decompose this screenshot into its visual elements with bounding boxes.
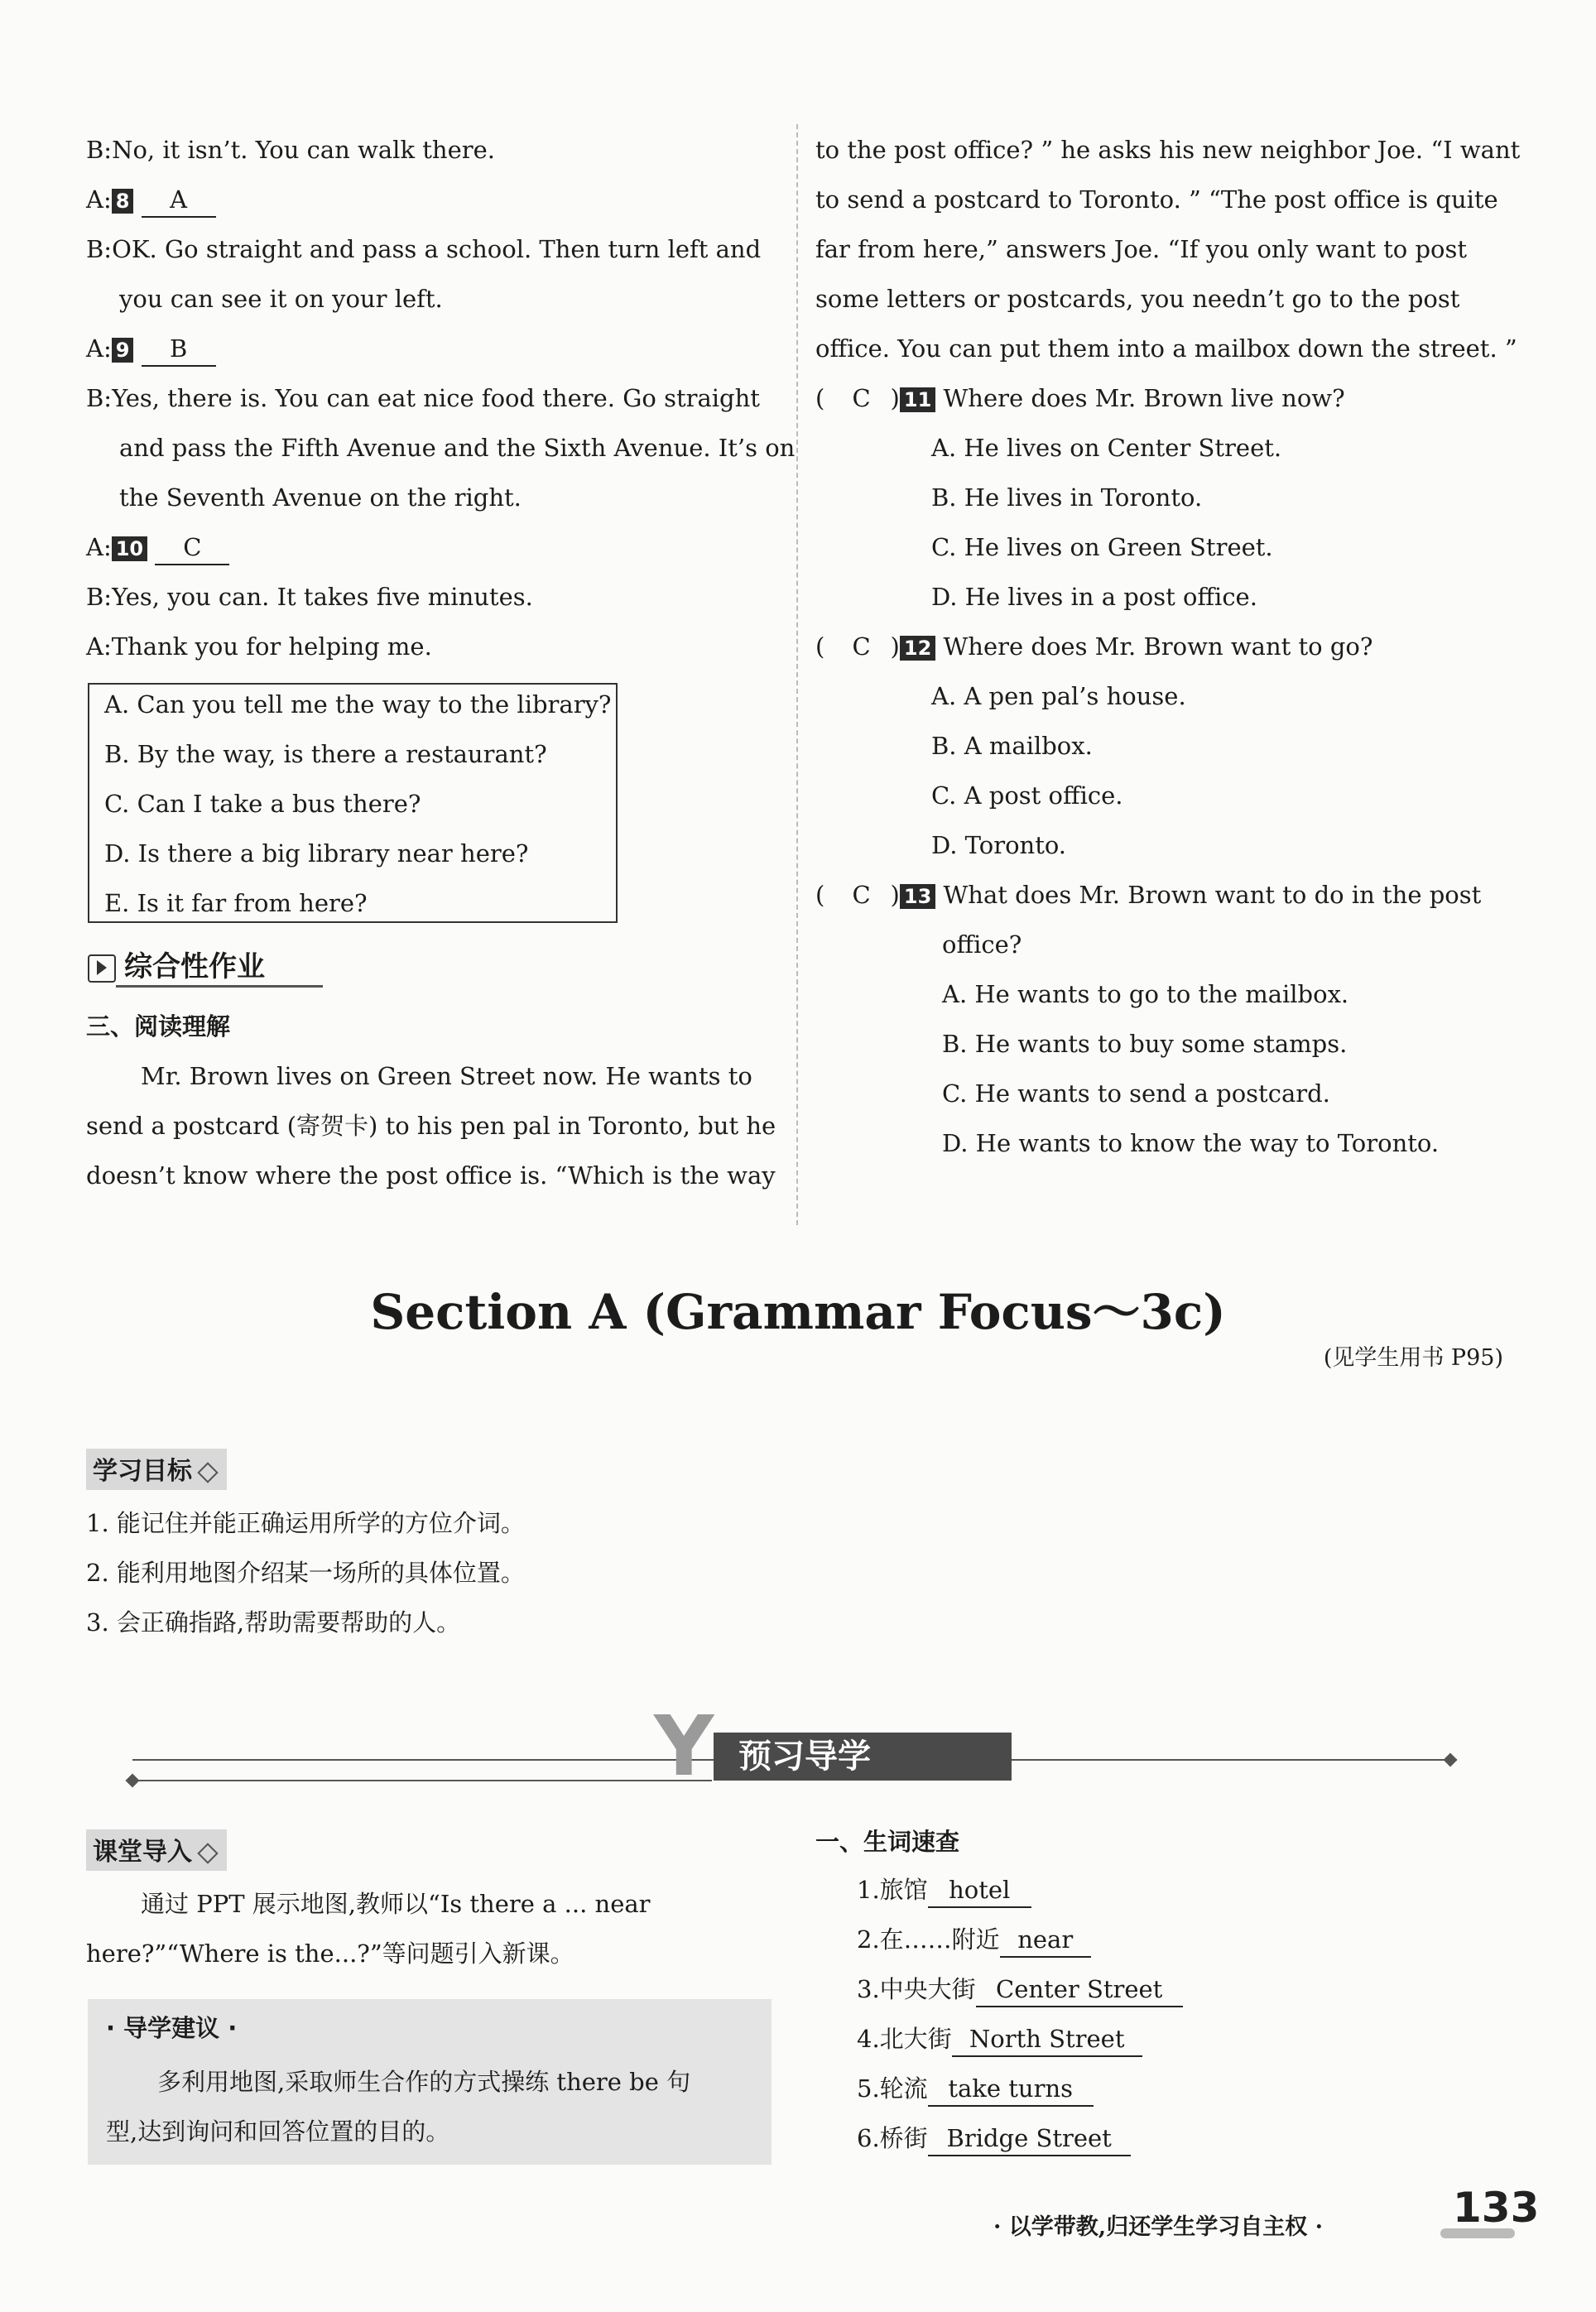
section-title: Section A (Grammar Focus～3c) <box>370 1284 1226 1340</box>
suggestion-line: 型,达到询问和回答位置的目的。 <box>106 2117 450 2146</box>
dialogue-line: the Seventh Avenue on the right. <box>119 483 522 512</box>
question-option: A. He lives on Center Street. <box>931 434 1282 462</box>
passage-line: office. You can put them into a mailbox down the street. ” <box>815 334 1517 363</box>
dialogue-line: A: 10 C <box>86 531 229 565</box>
question-number: 12 <box>900 636 935 661</box>
dialogue-line: B:OK. Go straight and pass a school. Then turn left and <box>86 235 762 263</box>
suggestion-line: 多利用地图,采取师生合作的方式操练 there be 句 <box>157 2068 691 2096</box>
dialogue-line: you can see it on your left. <box>119 285 443 313</box>
vocab-item: 1.旅馆 hotel <box>857 1873 1031 1908</box>
option-item: E. Is it far from here? <box>104 889 368 917</box>
answer-blank: B <box>142 332 216 367</box>
page-number: 133 <box>1453 2184 1540 2232</box>
column-divider <box>796 124 798 1225</box>
question-option: D. He wants to know the way to Toronto. <box>942 1129 1440 1157</box>
diamond-icon <box>197 1462 218 1483</box>
question-option: B. He lives in Toronto. <box>931 483 1203 512</box>
homework-heading: 综合性作业 <box>88 944 265 984</box>
vocab-heading: 一、生词速查 <box>815 1828 960 1856</box>
dialogue-line: B:Yes, you can. It takes five minutes. <box>86 583 533 611</box>
goal-item: 1. 能记住并能正确运用所学的方位介词。 <box>86 1509 525 1537</box>
preview-rule <box>132 1780 712 1781</box>
question-option: D. Toronto. <box>931 831 1067 859</box>
diamond-icon <box>197 1843 218 1863</box>
passage-line: to send a postcard to Toronto. ” “The post office is quite <box>815 185 1498 214</box>
option-item: A. Can you tell me the way to the library? <box>104 690 612 719</box>
question-option: A. He wants to go to the mailbox. <box>942 980 1349 1008</box>
question-stem-cont: office? <box>942 930 1022 959</box>
question-number: 10 <box>112 536 147 561</box>
question-option: C. He lives on Green Street. <box>931 533 1273 561</box>
question-number: 9 <box>112 338 134 363</box>
intro-tag: 课堂导入 <box>86 1829 227 1871</box>
vocab-item: 4.北大街 North Street <box>857 2022 1142 2057</box>
intro-line: here?”“Where is the...?”等问题引入新课。 <box>86 1939 574 1968</box>
vocab-item: 2.在……附近 near <box>857 1923 1091 1958</box>
dialogue-line: B:Yes, there is. You can eat nice food there. Go straight <box>86 384 760 412</box>
question-number: 13 <box>900 884 935 909</box>
passage-line: doesn’t know where the post office is. “Which is the way <box>86 1161 776 1190</box>
question-stem: ( C ) 12 Where does Mr. Brown want to go? <box>815 630 1372 663</box>
suggestion-tag: · 导学建议 · <box>106 2014 238 2042</box>
passage-line: send a postcard (寄贺卡) to his pen pal in Toronto, but he <box>86 1112 776 1140</box>
answer-blank: C <box>155 531 229 565</box>
goal-item: 3. 会正确指路,帮助需要帮助的人。 <box>86 1608 461 1637</box>
reading-heading: 三、阅读理解 <box>86 1012 231 1041</box>
answer-mark: C <box>852 384 871 412</box>
goal-item: 2. 能利用地图介绍某一场所的具体位置。 <box>86 1559 525 1587</box>
question-option: D. He lives in a post office. <box>931 583 1257 611</box>
dialogue-line: A: 8 A <box>86 183 216 218</box>
arrow-icon <box>88 954 116 983</box>
dialogue-line: and pass the Fifth Avenue and the Sixth Avenue. It’s on <box>119 434 796 462</box>
dialogue-line: A: 9 B <box>86 332 216 367</box>
heading-underline <box>116 985 323 988</box>
answer-mark: C <box>852 881 871 909</box>
question-number: 8 <box>112 189 134 214</box>
question-option: C. A post office. <box>931 781 1123 810</box>
question-stem: ( C ) 13 What does Mr. Brown want to do in the post <box>815 878 1481 911</box>
question-option: B. He wants to buy some stamps. <box>942 1030 1348 1058</box>
dialogue-line: A:Thank you for helping me. <box>86 632 432 661</box>
vocab-item: 5.轮流 take turns <box>857 2072 1094 2107</box>
answer-mark: C <box>852 632 871 661</box>
goals-tag: 学习目标 <box>86 1449 227 1490</box>
question-option: C. He wants to send a postcard. <box>942 1079 1330 1108</box>
option-item: C. Can I take a bus there? <box>104 790 421 818</box>
question-stem: ( C ) 11 Where does Mr. Brown live now? <box>815 382 1345 415</box>
passage-line: Mr. Brown lives on Green Street now. He wants to <box>141 1062 752 1090</box>
passage-line: to the post office? ” he asks his new neighbor Joe. “I want <box>815 136 1521 164</box>
footer-slogan: · 以学带教,归还学生学习自主权 · <box>993 2214 1323 2240</box>
passage-line: far from here,” answers Joe. “If you only want to post <box>815 235 1468 263</box>
vocab-item: 6.桥街 Bridge Street <box>857 2122 1131 2156</box>
diamond-icon <box>1444 1753 1458 1767</box>
question-option: A. A pen pal’s house. <box>931 682 1186 710</box>
diamond-icon <box>126 1774 140 1788</box>
dialogue-line: B:No, it isn’t. You can walk there. <box>86 136 495 164</box>
preview-label: 预习导学 <box>714 1733 1012 1781</box>
intro-line: 通过 PPT 展示地图,教师以“Is there a ... near <box>141 1890 651 1918</box>
question-option: B. A mailbox. <box>931 732 1093 760</box>
passage-line: some letters or postcards, you needn’t go to the post <box>815 285 1460 313</box>
answer-blank: A <box>142 183 216 218</box>
option-item: B. By the way, is there a restaurant? <box>104 740 547 768</box>
vocab-item: 3.中央大街 Center Street <box>857 1973 1183 2007</box>
question-number: 11 <box>900 387 935 412</box>
option-item: D. Is there a big library near here? <box>104 839 529 868</box>
preview-letter: Y <box>654 1698 714 1795</box>
section-reference: (见学生用书 P95) <box>1323 1345 1503 1371</box>
